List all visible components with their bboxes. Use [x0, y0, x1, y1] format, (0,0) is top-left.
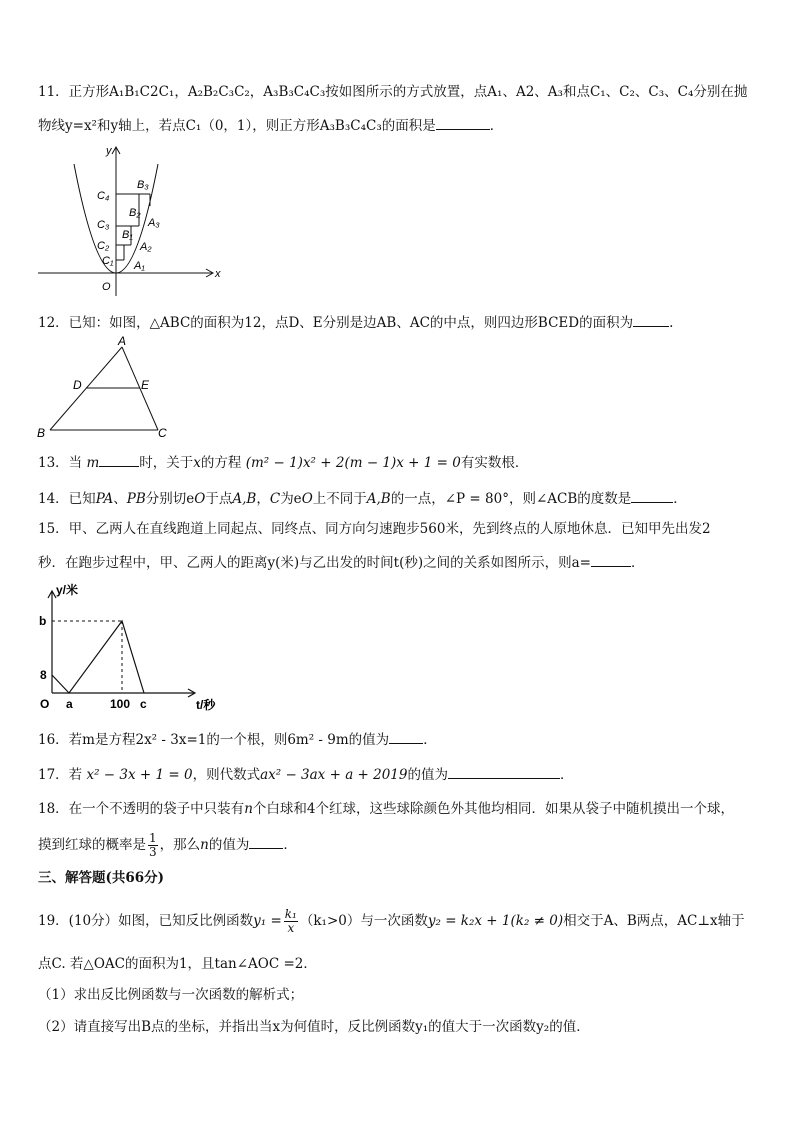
q19-l1c: 相交于A、B两点，AC⊥x轴于	[563, 913, 745, 929]
q14-pb: PB	[126, 491, 146, 507]
q15-line2-text: 秒．在跑步过程中，甲、乙两人的距离y(米)与乙出发的时间t(秒)之间的关系如图所示，则a=	[38, 555, 591, 571]
q15-end: ．	[630, 555, 645, 571]
q12-line	[38, 312, 673, 332]
q14-b: 、	[113, 491, 127, 507]
answer-blank	[633, 312, 669, 327]
q19-y1: y₁ =	[253, 913, 282, 929]
fraction-numerator: 1	[149, 831, 157, 845]
q14-o1: O	[194, 491, 206, 507]
label-a1: A₁	[134, 260, 145, 272]
q14-d: 于点	[205, 491, 233, 507]
answer-blank	[591, 552, 631, 567]
q19-line2: 点C. 若△OAC的面积为1，且tan∠AOC =2．	[38, 956, 317, 972]
q17-mid: ，则代数式	[192, 767, 261, 783]
chart-b-label: b	[39, 614, 47, 628]
q11-figure	[36, 142, 226, 298]
q14-f: 为e	[280, 491, 302, 507]
q13-line	[38, 452, 528, 472]
q18-l2b: ，那么	[159, 837, 201, 853]
q14-ab1: A,B	[232, 491, 257, 507]
q18-l2c: 的值为	[208, 837, 250, 853]
chart-xlabel: t/秒	[196, 698, 216, 712]
q19-l1a: 19．(10分）如图，已知反比例函数	[38, 913, 254, 929]
label-b1: B₁	[122, 229, 133, 241]
q14-o2: O	[301, 491, 313, 507]
chart-8-label: 8	[40, 668, 47, 682]
q14-line	[38, 488, 687, 508]
q12-figure	[34, 334, 184, 442]
q17-end: ．	[560, 767, 574, 783]
q11-line1: 11．正方形A₁B₁C2C₁，A₂B₂C₃C₂，A₃B₃C₄C₃按如图所示的方式放置，点A₁、A2、A₃和点C₁、C₂、C₃、C₄分别在抛	[38, 84, 748, 100]
answer-blank	[389, 729, 423, 744]
label-c4: C₄	[97, 190, 110, 202]
label-c1: C₁	[102, 255, 114, 267]
label-b: B	[37, 426, 46, 440]
section-heading: 三、解答题(共66分)	[38, 870, 165, 886]
q17-line	[38, 764, 574, 784]
q13-m: m	[86, 455, 100, 471]
label-o: O	[102, 281, 111, 293]
q19-line4: （2）请直接写出B点的坐标，并指出当x为何值时，反比例函数y₁的值大于一次函数y₂的值．	[38, 1019, 590, 1035]
q14-c: 分别切e	[145, 491, 195, 507]
q14-h: 的一点，∠P = 80°，则∠ACB的度数是	[390, 491, 632, 507]
label-b3: B₃	[137, 179, 149, 191]
fraction-denominator: x	[287, 921, 295, 935]
label-c3: C₃	[97, 219, 110, 231]
q16-end: ．	[423, 732, 437, 748]
q18-end: ．	[283, 837, 297, 853]
q18-n2: n	[200, 837, 209, 853]
q19-line1	[38, 908, 745, 935]
q19-line3: （1）求出反比例函数与一次函数的解析式；	[38, 987, 304, 1003]
q11-line2-text: 物线y=x²和y轴上，若点C₁（0，1），则正方形A₃B₃C₄C₃的面积是	[38, 118, 436, 134]
q18-fraction	[148, 832, 158, 859]
q13-eq-pre: 的方程	[200, 455, 242, 471]
chart-ylabel: y/米	[56, 583, 79, 597]
q18-l1a: 18．在一个不透明的袋子中只装有	[38, 801, 245, 817]
q17-cond: x² − 3x + 1 = 0	[86, 767, 193, 783]
q11-line2	[38, 115, 503, 135]
q19-fraction	[284, 908, 298, 935]
label-a2: A₂	[140, 241, 152, 253]
q12-end: .	[669, 315, 674, 331]
chart-origin-label: O	[40, 697, 50, 711]
q17-post: 的值为	[407, 767, 448, 783]
q14-end: ．	[673, 491, 687, 507]
label-c2: C₂	[97, 240, 110, 252]
q11-end: ．	[489, 118, 504, 134]
q14-ab2: A,B	[366, 491, 391, 507]
chart-a-label: a	[66, 697, 73, 711]
q15-chart	[34, 580, 224, 720]
q13-equation: (m² − 1)x² + 2(m − 1)x + 1 = 0	[245, 455, 461, 471]
q19-l1b: （k₁>0）与一次函数	[299, 913, 428, 929]
q14-cc: C	[269, 491, 281, 507]
fraction-numerator: k₁	[284, 907, 297, 921]
q17-pre: 17．若	[38, 767, 83, 783]
q18-l1b: 个白球和4个红球，这些球除颜色外其他均相同．如果从袋子中随机摸出一个球，	[252, 801, 734, 817]
answer-blank	[631, 488, 673, 503]
q18-l2a: 摸到红球的概率是	[38, 837, 146, 853]
fraction-denominator: 3	[149, 845, 157, 859]
label-a3: A₃	[148, 217, 160, 229]
q14-g: 上不同于	[312, 491, 367, 507]
q16-line	[38, 729, 437, 749]
q17-expr: ax² − 3ax + a + 2019	[260, 767, 408, 783]
q12-text: 12．已知：如图，△ABC的面积为12，点D、E分别是边AB、AC的中点，则四边形BCED的面积为	[38, 315, 634, 331]
q18-n1: n	[244, 801, 253, 817]
answer-blank	[448, 764, 560, 779]
label-y: y	[106, 145, 112, 157]
label-x: x	[215, 268, 221, 280]
chart-100-label: 100	[110, 697, 131, 711]
answer-blank	[99, 452, 139, 467]
chart-c-label: c	[140, 697, 147, 711]
q13-x: x	[193, 455, 201, 471]
q13-post: 有实数根．	[460, 455, 529, 471]
label-c: C	[158, 426, 167, 440]
q13-mid: 时，关于	[139, 455, 194, 471]
q19-eq2: y₂ = k₂x + 1(k₂ ≠ 0)	[427, 913, 564, 929]
q15-line2	[38, 552, 644, 572]
label-d: D	[73, 378, 82, 392]
q18-line2	[38, 832, 297, 859]
q14-pa: PA	[95, 491, 114, 507]
q15-line1: 15．甲、乙两人在直线跑道上同起点、同终点、同方向匀速跑步560米，先到终点的人原地休息．已知甲先出发2	[38, 521, 711, 537]
answer-blank	[436, 115, 490, 130]
label-a: A	[118, 334, 127, 348]
q14-e: ，	[256, 491, 270, 507]
label-b2: B₂	[129, 207, 141, 219]
answer-blank	[249, 834, 283, 849]
q13-pre: 13．当	[38, 455, 83, 471]
label-e: E	[141, 378, 150, 392]
q16-text: 16．若m是方程2x² - 3x=1的一个根，则6m² - 9m的值为	[38, 732, 390, 748]
q14-a: 14．已知	[38, 491, 96, 507]
q18-line1	[38, 800, 734, 818]
